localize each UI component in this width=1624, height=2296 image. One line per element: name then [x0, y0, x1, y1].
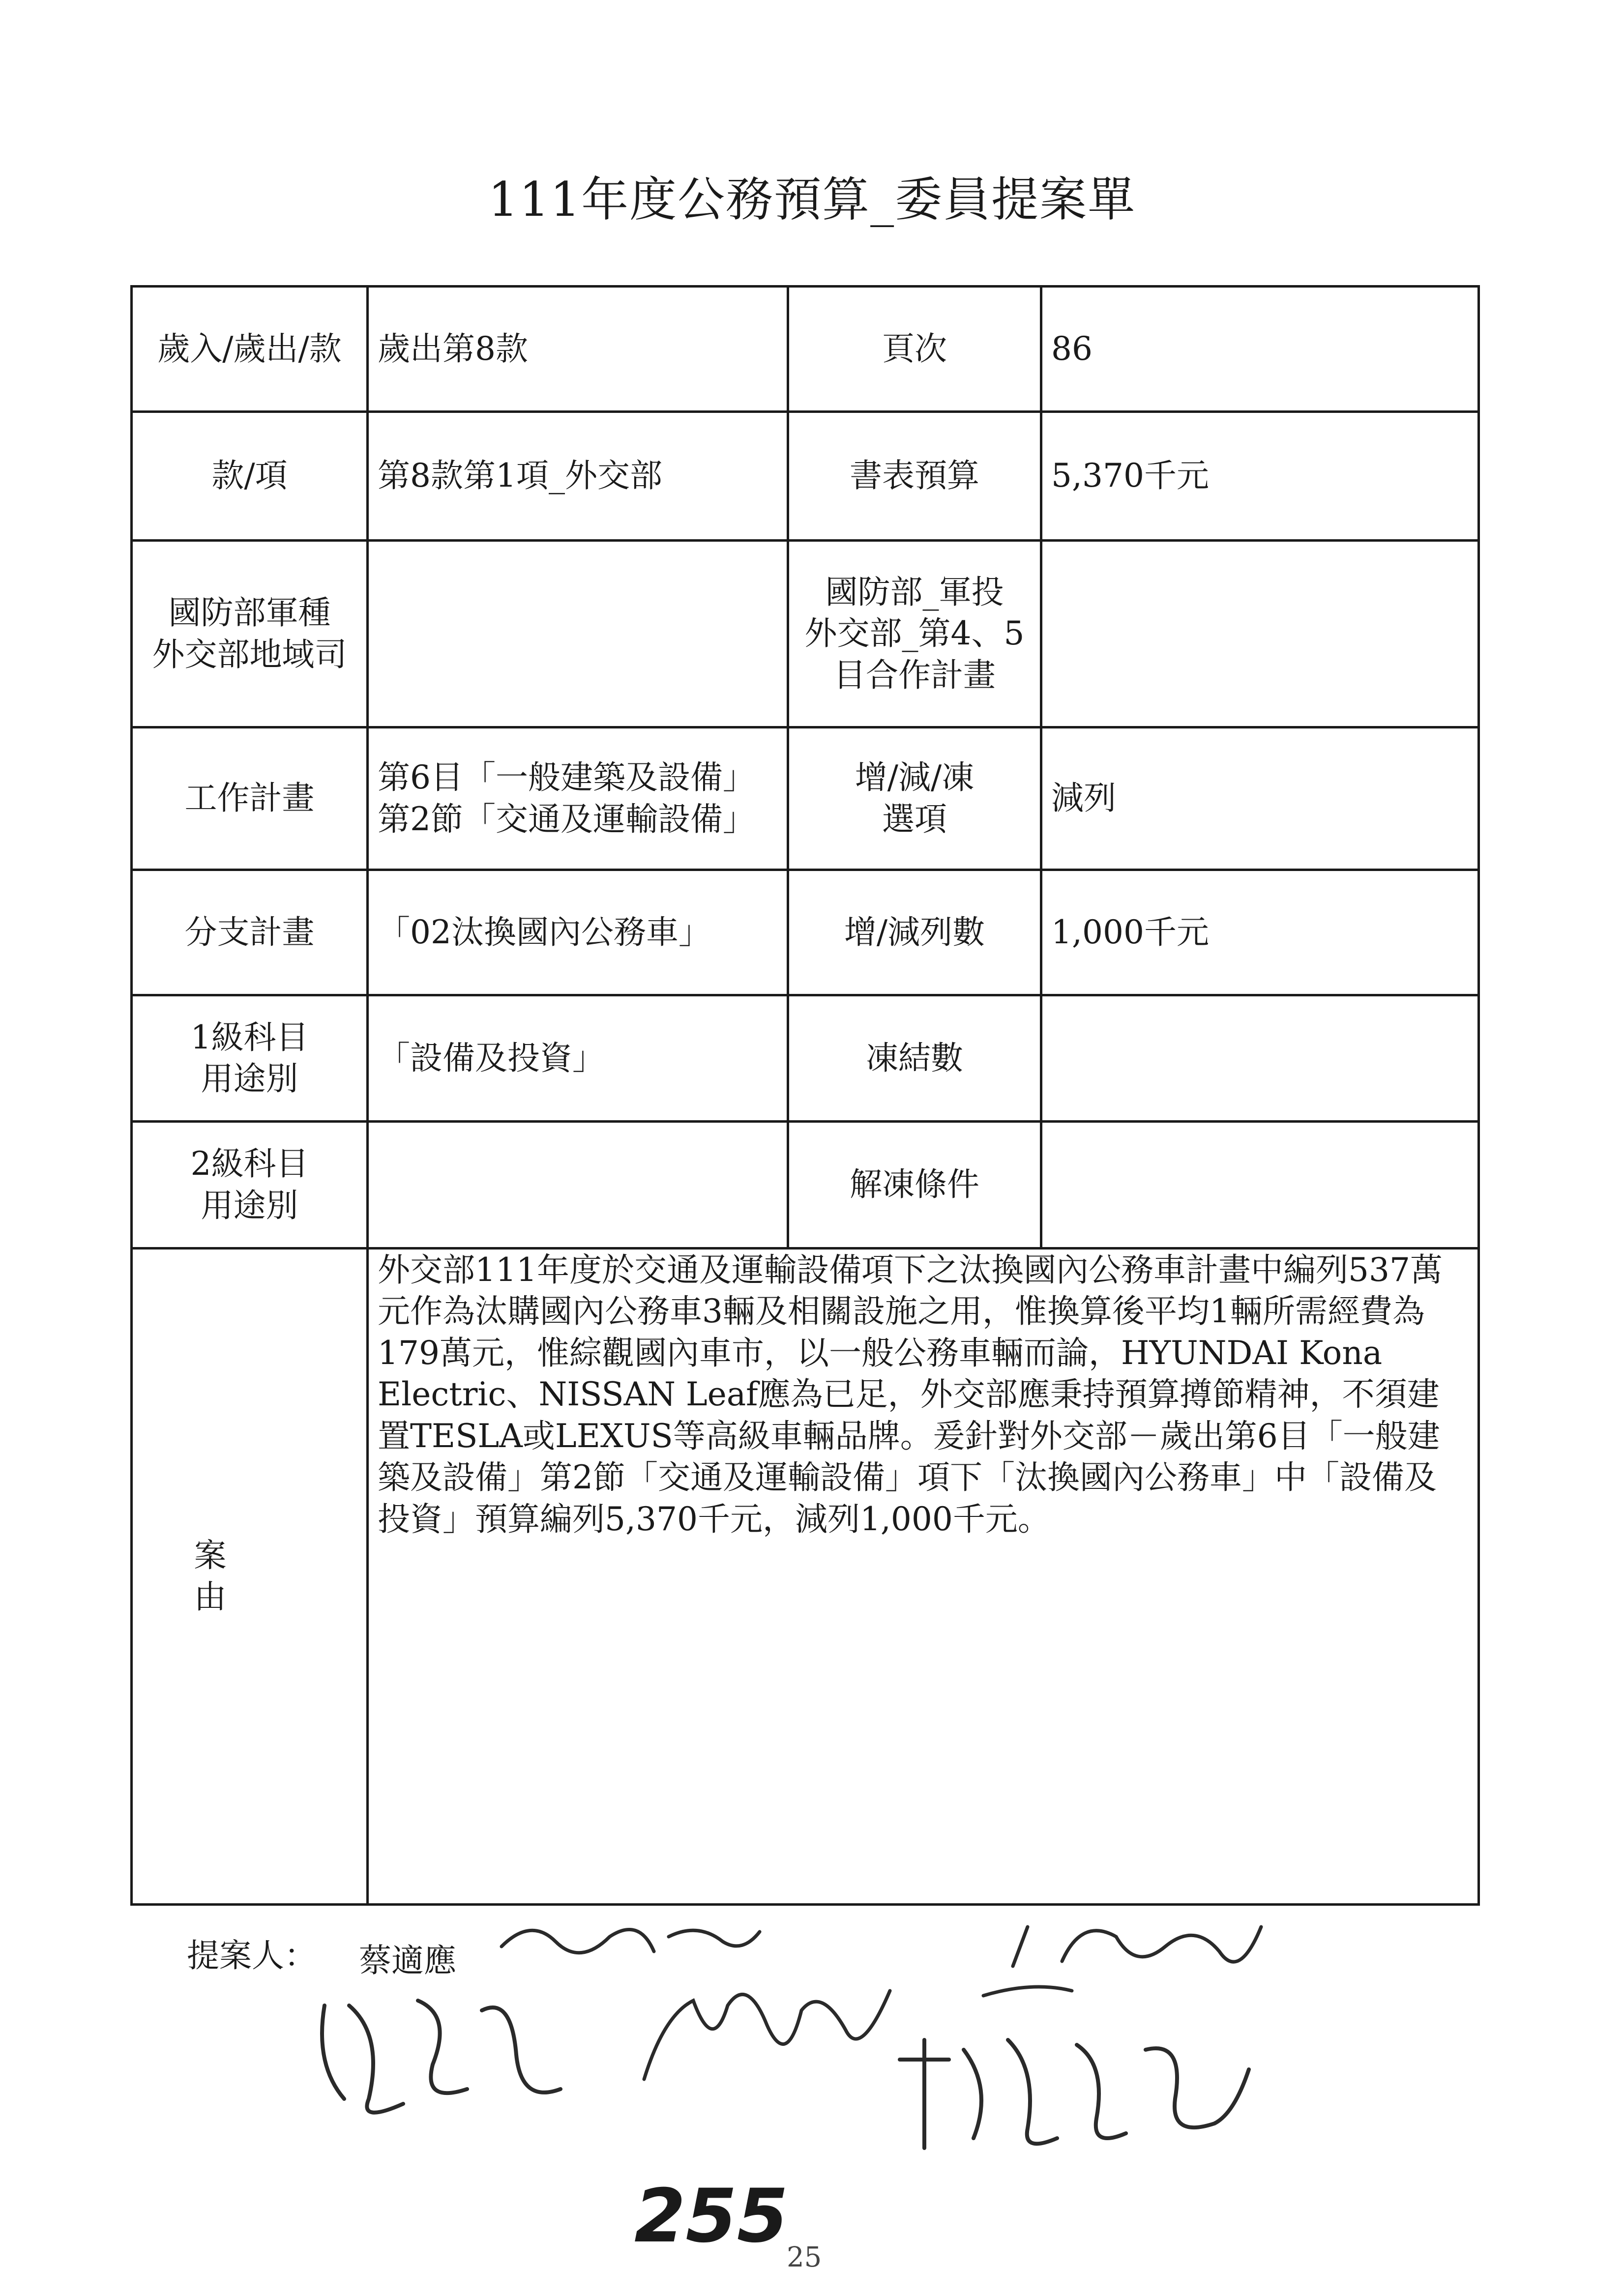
- row-value: 86: [1041, 287, 1479, 412]
- form-row: [132, 870, 1479, 995]
- row-value-line: 第6目「一般建築及設備」: [378, 758, 755, 797]
- form-row: [132, 541, 1479, 727]
- page-number: 25: [787, 2241, 822, 2273]
- proposer-name: 蔡適應: [359, 1942, 456, 1979]
- form-row: [132, 287, 1479, 412]
- row-label: 分支計畫: [132, 870, 368, 995]
- signature-3: [305, 1976, 580, 2133]
- row-label: 解凍條件: [788, 1122, 1041, 1249]
- row-label: 歲入/歲出/款: [132, 287, 368, 412]
- row-value: [1041, 541, 1479, 727]
- row-label: 工作計畫: [132, 727, 368, 870]
- handwritten-number-text: 255: [634, 2174, 789, 2259]
- row-label-line: 2級科目: [190, 1145, 309, 1183]
- row-label-line: 國防部_軍投: [825, 573, 1004, 611]
- row-label: [132, 995, 368, 1122]
- row-label: 書表預算: [788, 412, 1041, 541]
- proposal-form-table: [130, 285, 1480, 1906]
- row-label: [788, 541, 1041, 727]
- row-value: 減列: [1041, 727, 1479, 870]
- row-value: [368, 727, 788, 870]
- row-value: [368, 1122, 788, 1249]
- row-label: 凍結數: [788, 995, 1041, 1122]
- row-value: 歲出第8款: [368, 287, 788, 412]
- row-value: 5,370千元: [1041, 412, 1479, 541]
- form-row: [132, 412, 1479, 541]
- row-label-line: 增/減/凍: [855, 758, 974, 797]
- proposer-label: 提案人：: [187, 1937, 317, 1975]
- row-value: [368, 541, 788, 727]
- row-label-line: 外交部地域司: [152, 635, 347, 673]
- row-value: 第8款第1項_外交部: [368, 412, 788, 541]
- row-label: 頁次: [788, 287, 1041, 412]
- row-label-line: 用途別: [201, 1186, 298, 1224]
- document-title: 111年度公務預算_委員提案單: [488, 172, 1136, 227]
- row-value: [1041, 995, 1479, 1122]
- row-label: [132, 541, 368, 727]
- row-value: 「02汰換國內公務車」: [368, 870, 788, 995]
- row-label-line: 1級科目: [190, 1018, 309, 1056]
- row-value: 「設備及投資」: [368, 995, 788, 1122]
- row-label: 增/減列數: [788, 870, 1041, 995]
- handwritten-number: [629, 2173, 797, 2261]
- row-label-line: 選項: [882, 800, 947, 838]
- row-value: [1041, 1122, 1479, 1249]
- signature-5: [890, 2010, 1254, 2168]
- form-row: [132, 727, 1479, 870]
- row-label: [788, 727, 1041, 870]
- row-label-line: 國防部軍種: [168, 594, 331, 632]
- row-value: 1,000千元: [1041, 870, 1479, 995]
- form-row: [132, 1122, 1479, 1249]
- row-label-line: 用途別: [201, 1060, 298, 1098]
- reason-label: 案由: [132, 1249, 368, 1905]
- form-row: [132, 995, 1479, 1122]
- row-label: 款/項: [132, 412, 368, 541]
- signature-4: [624, 1956, 900, 2114]
- reason-text: 外交部111年度於交通及運輸設備項下之汰換國內公務車計畫中編列537萬元作為汰購國內公務車3輛及相關設施之用，惟換算後平均1輛所需經費為179萬元，惟綜觀國內車市，以一般公務車輛而論，HYUNDAI Kona Electric、NISSAN Leaf應為已足，外交部應秉持預算撙節精神，不須建置TESLA或LEXUS等高級車輛品牌。爰針對外交部－歲出第6目「一般建築及設備」第2節「交通及運輸設備」項下「汰換國內公務車」中「設備及投資」預算編列5,370千元，減列1,000千元。: [368, 1249, 1479, 1905]
- row-label-line: 目合作計畫: [833, 656, 996, 694]
- row-value-line: 第2節「交通及運輸設備」: [378, 800, 755, 838]
- row-label-line: 外交部_第4、5: [804, 614, 1025, 653]
- reason-row: [132, 1249, 1479, 1905]
- row-label: [132, 1122, 368, 1249]
